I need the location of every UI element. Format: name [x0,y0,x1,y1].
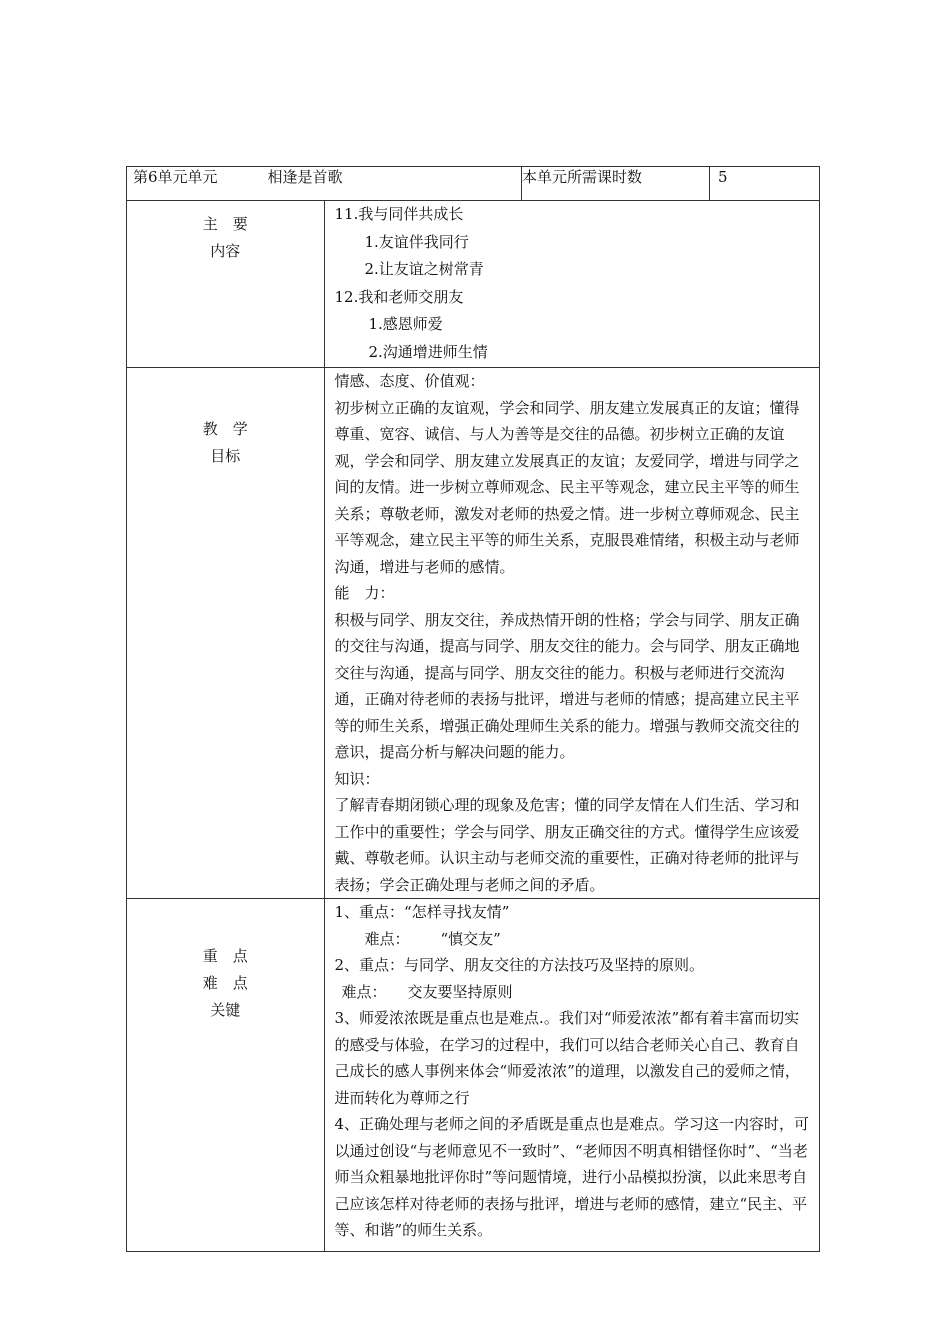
emotion-text: 初步树立正确的友谊观，学会和同学、朋友建立发展真正的友谊；懂得尊重、宽容、诚信、与人为善等是交往的品德。初步树立正确的友谊观，学会和同学、朋友建立发展真正的友谊；友爱同学，增进与同学之间的友情。进一步树立尊师观念、民主平等观念，建立民主平等的师生关系；尊敬老师，激发对老师的热爱之情。进一步树立尊师观念、民主平等观念，建立民主平等的师生关系，克服畏难情绪，积极主动与老师沟通，增进与老师的感情。 [334,398,800,576]
key-points-label [127,899,325,1252]
key-point-3: 3、师爱浓浓既是重点也是难点.。我们对“师爱浓浓”都有着丰富而切实的感受与体验，在学习的过程中，我们可以结合老师关心自己、教育自己成长的感人事例来体会“师爱浓浓”的道理，以激发自己的爱师之情，进而转化为尊师之行 [334,1009,800,1107]
key-point-1 [335,899,814,926]
label-line: 关键 [210,1001,241,1019]
knowledge-heading: 知识： [334,769,380,788]
difficulty-value: “慎交友” [440,929,501,948]
main-content-cell [324,201,820,368]
objectives-label [127,368,325,899]
label-line: 内容 [210,242,241,260]
label-line: 难 点 [202,974,248,992]
key-point-4: 4、正确处理与老师之间的矛盾既是重点也是难点。学习这一内容时，可以通过创设“与老师意见不一致时”、“老师因不明真相错怪你时”、“当老师当众粗暴地批评你时”等问题情境，进行小品模拟扮演，以此来思考自己应该怎样对待老师的表扬与批评，增进与老师的感情，建立“民主、平等、和谐”的师生关系。 [334,1115,810,1239]
content-line: 12.我和老师交朋友 [334,287,464,306]
key-value: “怎样寻找友情” [404,903,510,921]
difficulty-value: 交友要坚持原则 [407,982,513,1001]
content-line: 11.我与同伴共成长 [334,205,464,223]
ability-heading: 能 力： [334,584,395,602]
unit-title: 相逢是首歌 [267,168,343,186]
unit-label: 第6单元单元 [133,168,218,186]
ability-text: 积极与同学、朋友交往，养成热情开朗的性格；学会与同学、朋友正确的交往与沟通，提高与同学、朋友交往的能力。会与同学、朋友正确地交往与沟通，提高与同学、朋友交往的能力。积极与老师进行交流沟通，正确对待老师的表扬与批评，增进与老师的情感；提高建立民主平等的师生关系，增强正确处理师生关系的能力。增强与教师交流交往的意识，提高分析与解决问题的能力。 [334,610,800,761]
header-row [127,167,820,201]
key-point-2: 2、重点：与同学、朋友交往的方法技巧及坚持的原则。 [334,956,705,974]
key-label: 1、重点： [334,903,405,921]
difficulty-2 [335,979,814,1006]
hours-value: 5 [710,167,820,201]
hours-label: 本单元所需课时数 [522,167,710,201]
main-content-row [127,201,820,368]
content-line: 1.感恩师爱 [368,315,443,333]
emotion-heading: 情感、态度、价值观： [334,372,485,390]
label-line: 教 学 [202,420,248,438]
label-line: 目标 [210,447,241,465]
content-line: 2.沟通增进师生情 [368,342,488,361]
content-line: 1.友谊伴我同行 [364,232,469,251]
objectives-cell [324,368,820,899]
difficulty-label: 难点： [341,982,387,1001]
label-line: 重 点 [202,947,248,965]
objectives-row [127,368,820,899]
difficulty-label: 难点： [364,929,410,948]
label-line: 主 要 [202,215,248,233]
difficulty-1 [335,926,814,953]
content-line: 2.让友谊之树常青 [364,260,484,278]
key-points-cell [324,899,820,1252]
knowledge-text: 了解青春期闭锁心理的现象及危害；懂的同学友情在人们生活、学习和工作中的重要性；学会与同学、朋友正确交往的方式。懂得学生应该爱戴、尊敬老师。认识主动与老师交流的重要性，正确对待老师的批评与表扬；学会正确处理与老师之间的矛盾。 [334,796,800,894]
key-points-row [127,899,820,1252]
main-content-label [127,201,325,368]
lesson-plan-table [126,166,820,1252]
unit-cell [127,167,522,201]
